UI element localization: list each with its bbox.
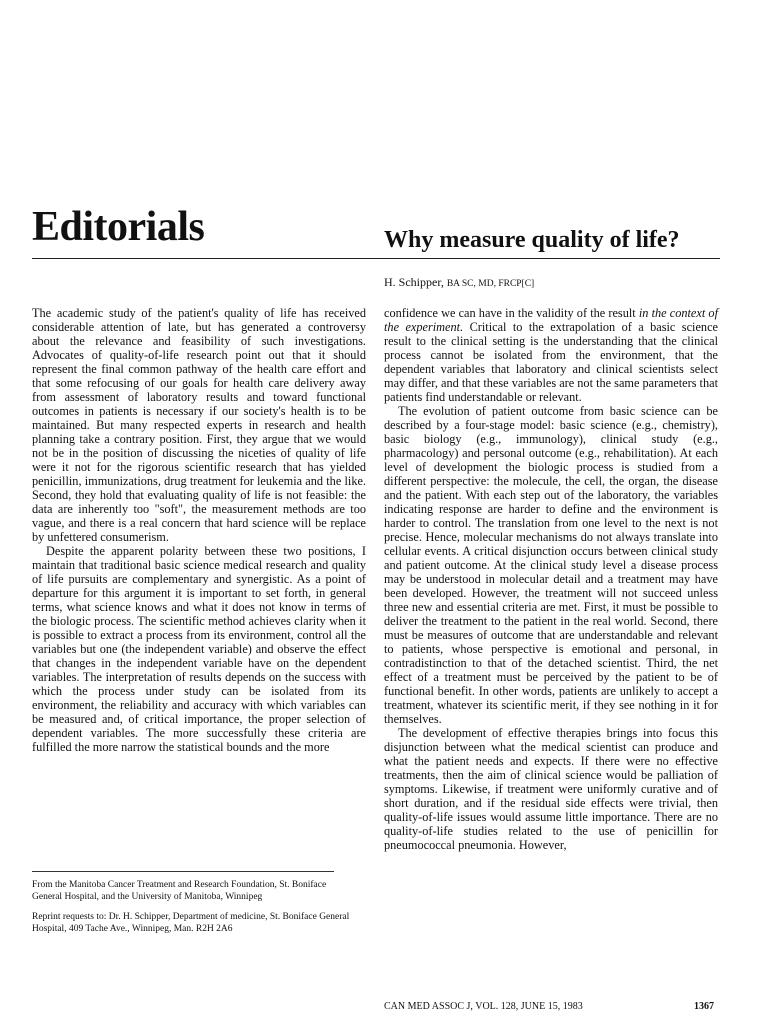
author-degrees: BA SC, MD, FRCP[C] [446,279,535,289]
section-heading: Editorials [32,204,205,250]
italic-text: in the context of the experiment. [384,306,718,334]
text-run: confidence we can have in the validity of the result [384,306,639,320]
right-column [384,306,718,852]
footnote-rule [32,871,334,872]
reprint-note: Reprint requests to: Dr. H. Schipper, Department of medicine, St. Boniface General Hospital, 409 Tache Ave., Winnipeg, Man. R2H 2A6 [32,912,350,934]
author-name: H. Schipper, [384,275,444,289]
paragraph: Despite the apparent polarity between these two positions, I maintain that traditional basic science medical research and quality of life pursuits are complementary and synergistic. As a point of departure for this argument it is important to set forth, in general terms, what science knows and what it does not know in terms of the biologic process. The scientific method achieves clarity when it is possible to extract a process from its environment, control all the variables but one (the independent variable) and observe the effect that changes in the independent variable have on the dependent variables. The interpretation of results depends on the success with which the process under study can be isolated from its environment, the reliability and accuracy with which variables can be measured and, of critical importance, the proper selection of dependent variables. The more successfully these criteria are fulfilled the more narrow the statistical bounds and the more [32,544,366,754]
paragraph: The development of effective therapies brings into focus this disjunction between what the medical scientist can produce and what the patient needs and expects. If there were no effective treatments, then the aim of clinical science would be palliation of symptoms. Likewise, if treatment were uniformly curative and of short duration, and if the residual side effects were trivial, then quality-of-life issues would assume little importance. There are no quality-of-life studies related to the use of penicillin for pneumococcal pneumonia. However, [384,726,718,852]
affiliation-note: From the Manitoba Cancer Treatment and Research Foundation, St. Boniface General Hospital, and the University of Manitoba, Winnipeg [32,880,327,902]
paragraph: The academic study of the patient's quality of life has received considerable attention of late, but has generated a controversy about the relevance and feasibility of such investigations. Advocates of quality-of-life research point out that it should represent the final common pathway of the health care effort and that some refocusing of our goals for health care delivery away from assessment of laboratory results and toward functional outcomes in patients is necessary if our society's health is to be maintained. But many respected experts in research and health planning take a contrary position. First, they argue that we would not be in the position of discussing the niceties of quality of life were it not for the rigorous scientific research that has yielded penicillin, immunizations, drug treatment for leukemia and the like. Second, they hold that evaluating quality of life is not feasible: the data are inherently too "soft", the measurement methods are too vague, and there is a real concern that hard science will be replace by unfettered consumerism. [32,306,366,544]
text-run: Critical to the extrapolation of a basic science result to the clinical setting is the understanding that the clinical process cannot be isolated from the environment, that the dependent variables that laboratory and clinical scientists select may differ, and that these variables are not the same parameters that patients find understandable or relevant. [384,320,718,404]
journal-citation: CAN MED ASSOC J, VOL. 128, JUNE 15, 1983 [384,1001,583,1012]
page-number: 1367 [694,1001,714,1012]
heading-rule [32,258,720,259]
paragraph [384,306,718,404]
footnotes [32,880,352,944]
paragraph: The evolution of patient outcome from basic science can be described by a four-stage model: basic science (e.g., chemistry), basic biology (e.g., immunology), clinical study (e.g., pharmacology) and personal outcome (e.g., rehabilitation). At each level of development the biologic process is studied from a different perspective: the molecule, the cell, the organ, the disease and the patient. With each step out of the laboratory, the variables indicating response are harder to define and the environment is harder to control. The translation from one level to the next is not precise. Hence, molecular mechanisms do not always translate into cellular events. A critical disjunction occurs between clinical study and patient outcome. At the clinical study level a disease process may be understood in molecular detail and a treatment may have been developed. However, the treatment will not succeed unless three new and essential criteria are met. First, it must be possible to deliver the treatment to the patient in the real world. Second, there must be measures of outcome that are understandable and relevant to patients, whose perspective is emotional and personal, in contradistinction to that of the detached scientist. Third, the net effect of a treatment must be perceived by the patient to be of functional benefit. In other words, patients are unlikely to accept a treatment, whatever its scientific merit, if they see nothing in it for themselves. [384,404,718,726]
left-column [32,306,366,754]
byline [384,275,534,290]
article-title: Why measure quality of life? [384,227,680,253]
